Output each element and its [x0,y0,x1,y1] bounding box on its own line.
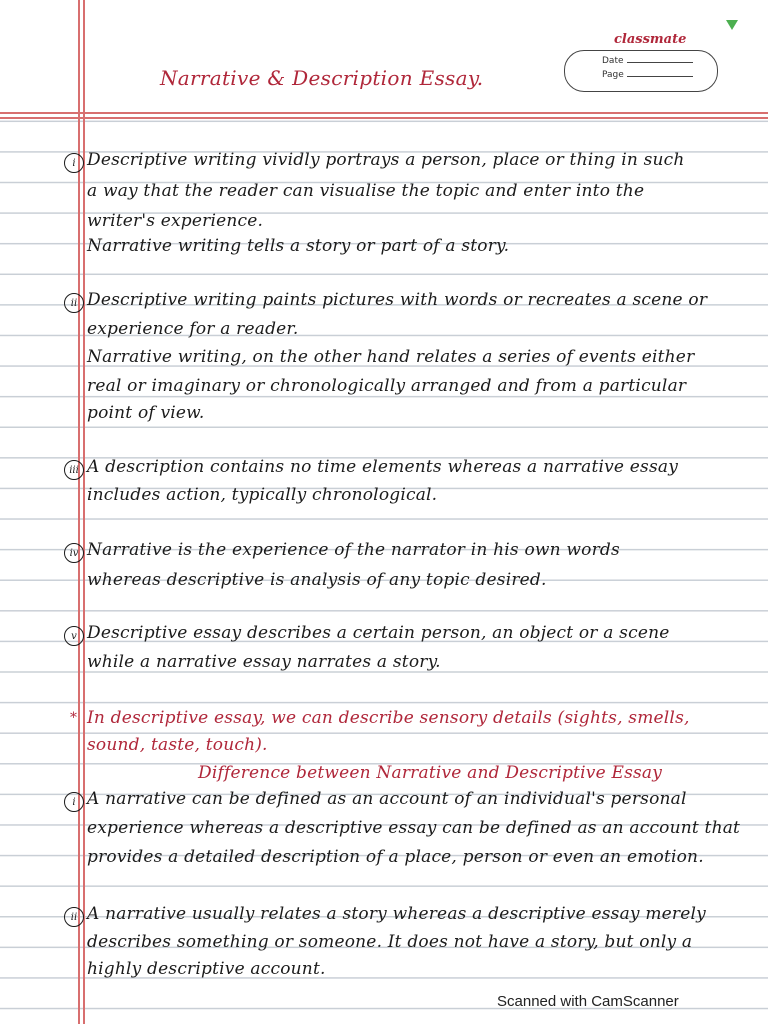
difference-marker: i [64,792,84,812]
date-field-label: Date [602,56,693,66]
page-title: Narrative & Description Essay. [160,66,484,90]
section-marker: iv [64,543,84,563]
text-line: provides a detailed description of a place, person or even an emotion. [87,847,704,867]
note-line: In descriptive essay, we can describe sensory details (sights, smells, [87,708,690,728]
header-rule [0,117,768,119]
brand-stamp [564,32,720,98]
text-line: point of view. [87,403,205,423]
text-line: highly descriptive account. [87,959,326,979]
text-line: Narrative is the experience of the narrator in his own words [87,540,620,560]
section-marker: iii [64,460,84,480]
text-line: describes something or someone. It does not have a story, but only a [87,932,693,952]
text-line: A description contains no time elements whereas a narrative essay [87,457,679,477]
text-line: whereas descriptive is analysis of any topic desired. [87,570,547,590]
brand-logo: classmate [614,32,687,47]
difference-marker: ii [64,907,84,927]
text-line: experience for a reader. [87,319,299,339]
text-line: Narrative writing tells a story or part of a story. [87,236,510,256]
difference-heading: Difference between Narrative and Descriptive Essay [198,763,663,783]
text-line: includes action, typically chronological. [87,485,438,505]
text-line: experience whereas a descriptive essay can be defined as an account that [87,818,741,838]
section-marker: ii [64,293,84,313]
text-line: writer's experience. [87,211,264,231]
page-field-label: Page [602,70,693,80]
text-line: a way that the reader can visualise the topic and enter into the [87,181,645,201]
text-line: while a narrative essay narrates a story. [87,652,441,672]
note-star-icon: * [70,710,77,726]
text-line: real or imaginary or chronologically arranged and from a particular [87,376,687,396]
note-line: sound, taste, touch). [87,735,268,755]
section-marker: v [64,626,84,646]
text-line: Narrative writing, on the other hand relates a series of events either [87,347,695,367]
text-line: A narrative usually relates a story whereas a descriptive essay merely [87,904,706,924]
margin-line [83,0,85,1024]
text-line: Descriptive writing vividly portrays a person, place or thing in such [87,150,685,170]
corner-triangle-icon [726,20,738,30]
text-line: A narrative can be defined as an account of an individual's personal [87,789,687,809]
text-line: Descriptive essay describes a certain person, an object or a scene [87,623,670,643]
header-rule [0,112,768,114]
scanner-watermark: Scanned with CamScanner [497,993,679,1010]
text-line: Descriptive writing paints pictures with words or recreates a scene or [87,290,708,310]
section-marker: i [64,153,84,173]
